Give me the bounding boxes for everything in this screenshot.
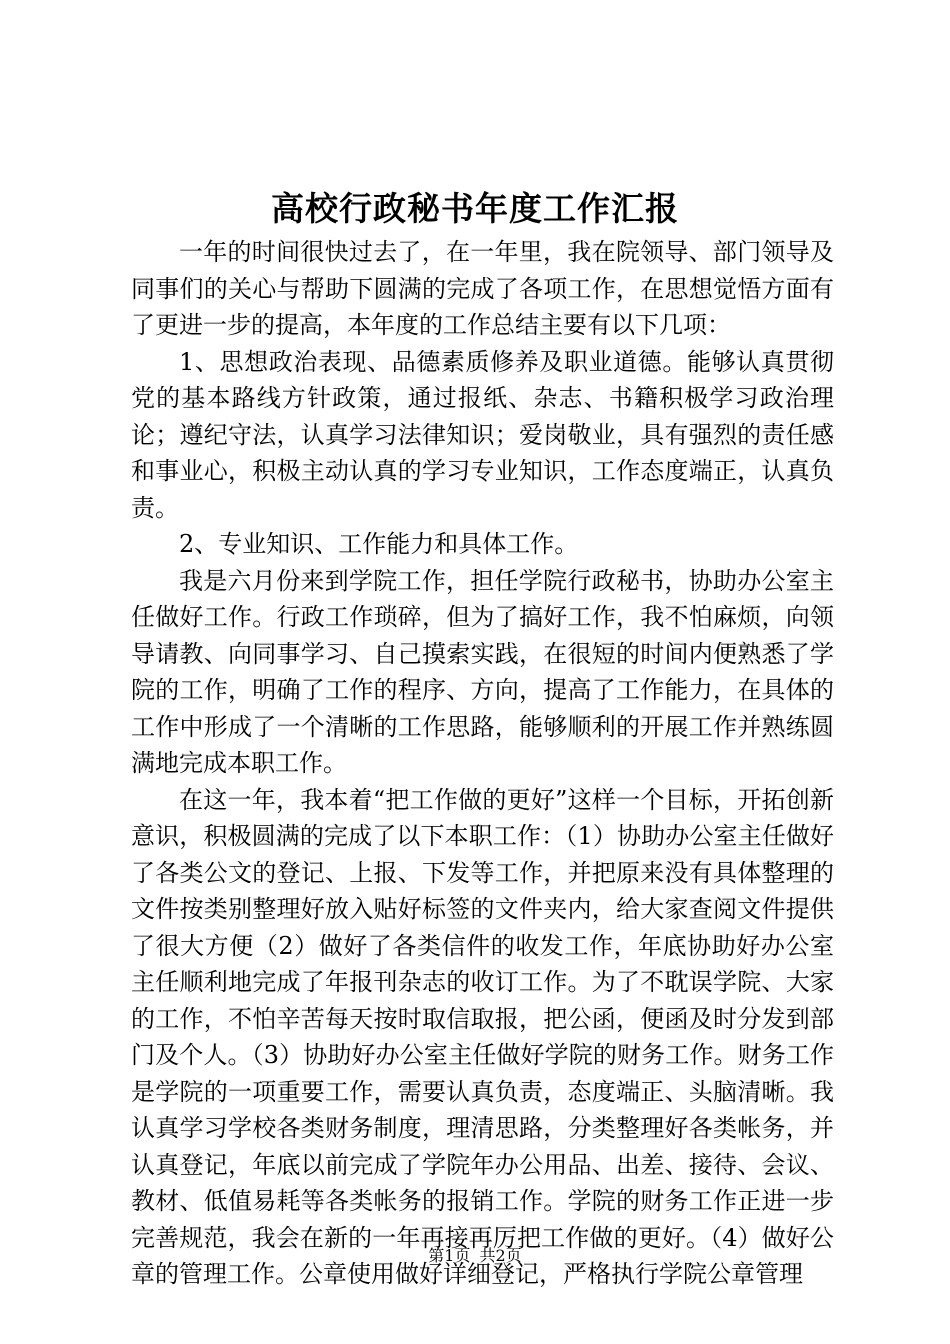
paragraph-section-2-heading: 2、专业知识、工作能力和具体工作。 [179, 530, 579, 558]
paragraph-work-details: 在这一年，我本着“把工作做的更好”这样一个目标，开拓创新意识，积极圆满的完成了以下本职工作：（1）协助办公室主任做好了各类公文的登记、上报、下发等工作，并把原来没有具体整理的文件按类别整理好放入贴好标签的文件夹内，给大家查阅文件提供了很大方便（2）做好了各类信件的收发工作，年底协助好办公室主任顺利地完成了年报刊杂志的收订工作。为了不耽误学院、大家的工作，不怕辛苦每天按时取信取报，把公函，便函及时分发到部门及个人。（3）协助好办公室主任做好学院的财务工作。财务工作是学院的一项重要工作，需要认真负责，态度端正、头脑清晰。我认真学习学校各类财务制度，理清思路，分类整理好各类帐务，并认真登记，年底以前完成了学院年办公用品、出差、接待、会议、教材、低值易耗等各类帐务的报销工作。学院的财务工作正进一步完善规范，我会在新的一年再接再厉把工作做的更好。（4）做好公章的管理工作。公章使用做好详细登记，严格执行学院公章管理 [131, 785, 834, 1288]
page-total: 共2页 [479, 1246, 522, 1265]
document-body [131, 234, 834, 1293]
paragraph-section-1: 1、思想政治表现、品德素质修养及职业道德。能够认真贯彻党的基本路线方针政策，通过报纸、杂志、书籍积极学习政治理论；遵纪守法，认真学习法律知识；爱岗敬业，具有强烈的责任感和事业心，积极主动认真的学习专业知识，工作态度端正，认真负责。 [131, 347, 834, 522]
paragraph-intro: 一年的时间很快过去了，在一年里，我在院领导、部门领导及同事们的关心与帮助下圆满的完成了各项工作，在思想觉悟方面有了更进一步的提高，本年度的工作总结主要有以下几项： [131, 238, 834, 339]
page-number: 第1页 [428, 1246, 471, 1265]
page-footer [0, 1244, 950, 1268]
document-title: 高校行政秘书年度工作汇报 [271, 189, 679, 228]
paragraph-work-overview: 我是六月份来到学院工作，担任学院行政秘书，协助办公室主任做好工作。行政工作琐碎，但为了搞好工作，我不怕麻烦，向领导请教、向同事学习、自己摸索实践，在很短的时间内便熟悉了学院的工作，明确了工作的程序、方向，提高了工作能力，在具体的工作中形成了一个清晰的工作思路，能够顺利的开展工作并熟练圆满地完成本职工作。 [131, 566, 834, 777]
